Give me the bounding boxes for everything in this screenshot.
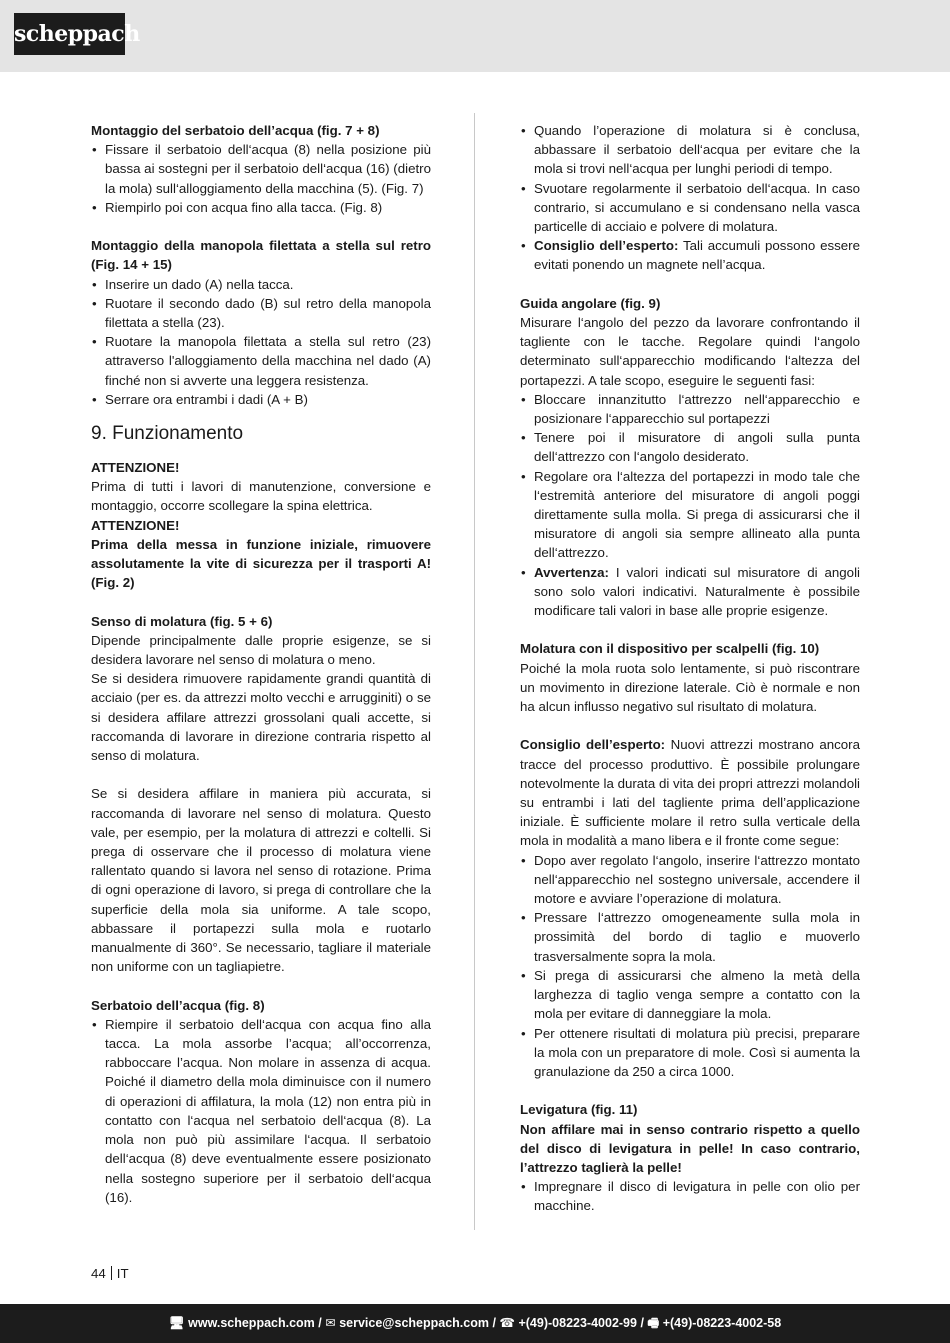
list-item-tip	[520, 236, 860, 274]
section-title-honing: Levigatura (fig. 11)	[520, 1102, 638, 1118]
list-item: • Impregnare il disco di levigatura in pelle con olio per macchine.	[520, 1177, 860, 1215]
right-column	[520, 121, 860, 1216]
list-item: • Bloccare innanzitutto l‘attrezzo nell‘apparecchio e posizionare l‘apparecchio sul portapezzi	[520, 390, 860, 428]
paragraph: Se si desidera rimuovere rapidamente grandi quantità di acciaio (per es. da attrezzi molto vecchi e arrugginiti) o se si desidera affilare attrezzi grossolani quali accette, si raccomanda di lavorare in direzione contraria rispetto al senso di molatura.	[91, 671, 431, 764]
tip-text: Tali accumuli possono essere evitati ponendo un magnete nell’acqua.	[534, 238, 861, 273]
paragraph: Poiché la mola ruota solo lentamente, si può riscontrare un movimento in direzione laterale. Ciò è normale e non ha alcun influsso negativo sul risultato di molatura.	[520, 660, 860, 715]
section-title-chisel-grinding: Molatura con il dispositivo per scalpelli (fig. 10)	[520, 641, 820, 657]
bullet-list-star-knob	[91, 275, 431, 409]
list-item: • Fissare il serbatoio dell‘acqua (8) nella posizione più bassa ai sostegni per il serbatoio dell‘acqua (16) (dietro la mola) sull‘alloggiamento della macchina (5). (Fig. 7)	[91, 140, 431, 198]
list-item: • Regolare ora l‘altezza del portapezzi in modo tale che l‘estremità anteriore del misuratore di angoli poggi direttamente sulla molla. Si prega di assicurarsi che il misuratore di angoli sia sempre allineato alla punta dell‘attrezzo.	[520, 467, 860, 563]
bullet-list-water-tank	[91, 1015, 431, 1207]
list-item-warning	[520, 563, 860, 621]
left-column	[91, 121, 431, 1207]
footer-separator: /	[492, 1316, 496, 1330]
section-title-water-tank-mounting: Montaggio del serbatoio dell’acqua (fig. 7 + 8)	[91, 123, 380, 138]
section-title-star-knob: Montaggio della manopola filettata a stella sul retro (Fig. 14 + 15)	[91, 238, 431, 273]
footer-website[interactable]: www.scheppach.com	[188, 1316, 315, 1330]
list-item: • Quando l’operazione di molatura si è conclusa, abbassare il serbatoio dell‘acqua per evitare che la mola si trovi nell‘acqua per lunghi periodi di tempo.	[520, 121, 860, 179]
attention-text: Prima di tutti i lavori di manutenzione, conversione e montaggio, occorre scollegare la spina elettrica.	[91, 479, 431, 514]
list-item: • Dopo aver regolato l‘angolo, inserire l‘attrezzo montato nell‘apparecchio nel sostegno universale, accendere il motore e avviare l’operazione di molatura.	[520, 851, 860, 909]
bullet-list-angle-guide	[520, 390, 860, 620]
bullet-list-honing	[520, 1177, 860, 1215]
list-item: • Tenere poi il misuratore di angoli sulla punta dell‘attrezzo con l‘angolo desiderato.	[520, 428, 860, 466]
bullet-list-expert-tip	[520, 851, 860, 1081]
list-item: • Riempirlo poi con acqua fino alla tacca. (Fig. 8)	[91, 198, 431, 217]
footer-phone: +(49)-08223-4002-99	[518, 1316, 637, 1330]
list-item: • Ruotare la manopola filettata a stella sul retro (23) attraverso l'alloggiamento della macchina nel dado (A) finché non si avverte una leggera resistenza.	[91, 332, 431, 390]
email-icon: ✉	[325, 1316, 340, 1330]
monitor-icon: 🖥	[168, 1316, 189, 1330]
attention-text-bold: Prima della messa in funzione iniziale, rimuovere assolutamente la vite di sicurezza per il trasporti A! (Fig. 2)	[91, 536, 431, 591]
tip-label: Consiglio dell’esperto:	[520, 737, 666, 753]
attention-label: ATTENZIONE!	[91, 460, 180, 476]
expert-tip-paragraph	[520, 735, 860, 850]
header-bar	[0, 0, 950, 72]
list-item: • Pressare l‘attrezzo omogeneamente sulla mola in prossimità del bordo di taglio e muoverlo trasversalmente sopra la mola.	[520, 908, 860, 966]
fax-icon: 🖷	[647, 1316, 663, 1330]
page-number	[91, 1266, 129, 1282]
tip-label: Consiglio dell’esperto:	[534, 238, 679, 254]
paragraph: Dipende principalmente dalle proprie esigenze, se si desidera lavorare nel senso di molatura o meno.	[91, 632, 431, 668]
footer-separator: /	[318, 1316, 322, 1330]
list-item: • Svuotare regolarmente il serbatoio dell‘acqua. In caso contrario, si accumulano e si condensano nella vasca particelle di acciaio e polvere di molatura.	[520, 179, 860, 237]
footer-email[interactable]: service@scheppach.com	[339, 1316, 489, 1330]
page-language: IT	[116, 1266, 129, 1281]
bullet-list-water-tank-mounting	[91, 140, 431, 217]
list-item: • Serrare ora entrambi i dadi (A + B)	[91, 390, 431, 409]
list-item: • Riempire il serbatoio dell‘acqua con acqua fino alla tacca. La mola assorbe l’acqua; all’occorrenza, rabboccare l’acqua. Non molare in assenza di acqua. Poiché il diametro della mola diminuisce con il numero di operazioni di affilatura, la mola (12) non entra più in contatto con l‘acqua nel serbatoio dell‘acqua (8). La mola non può più assimilare l‘acqua. Il serbatoio dell‘acqua (8) deve eventualmente essere posizionato nella sostegno superiore per il serbatoio dell‘acqua (16).	[91, 1015, 431, 1207]
page-number-value: 44	[91, 1266, 106, 1281]
footer-separator: /	[640, 1316, 644, 1330]
paragraph: Misurare l‘angolo del pezzo da lavorare confrontando il tagliente con le tacche. Regolare quindi l‘angolo determinato sull‘apparecchio modificando l‘altezza del portapezzi. A tale scopo, eseguire le seguenti fasi:	[520, 315, 860, 388]
warning-label: Avvertenza:	[534, 564, 609, 580]
section-title-water-tank: Serbatoio dell’acqua (fig. 8)	[91, 997, 265, 1013]
list-item: • Inserire un dado (A) nella tacca.	[91, 275, 431, 294]
brand-logo: scheppach	[14, 13, 125, 55]
section-title-grinding-direction: Senso di molatura (fig. 5 + 6)	[91, 613, 273, 629]
warning-text: I valori indicati sul misuratore di angoli sono solo valori indicativi. Naturalmente è possibile modificare tali valori in base alle proprie esigenze.	[534, 564, 860, 619]
section-title-angle-guide: Guida angolare (fig. 9)	[520, 295, 661, 311]
honing-warning: Non affilare mai in senso contrario rispetto a quello del disco di levigatura in pelle! In caso contrario, l’attrezzo taglierà la pelle!	[520, 1121, 860, 1175]
list-item: • Si prega di assicurarsi che almeno la metà della larghezza di taglio venga sempre a contatto con la mola per evitare di danneggiare la mola.	[520, 966, 860, 1024]
column-divider	[474, 113, 475, 1230]
list-item: • Ruotare il secondo dado (B) sul retro della manopola filettata a stella (23).	[91, 294, 431, 332]
phone-icon: ☎	[499, 1316, 519, 1330]
footer-bar	[0, 1304, 950, 1343]
bullet-list-water-tank-cont	[520, 121, 860, 275]
chapter-title: 9. Funzionamento	[91, 423, 244, 445]
list-item: • Per ottenere risultati di molatura più precisi, preparare la mola con un preparatore di mole. Così si aumenta la granulazione da 250 a circa 1000.	[520, 1024, 860, 1082]
tip-text: Nuovi attrezzi mostrano ancora tracce del processo produttivo. È possibile prolungare notevolmente la durata di vita dei propri attrezzi molandoli su entrambi i lati del tagliente prima dell’applicazione iniziale. È sufficiente molare il retro sulla verticale della mola in modalità a mano libera e il fronte come segue:	[520, 737, 861, 849]
attention-label: ATTENZIONE!	[91, 517, 180, 533]
paragraph: Se si desidera affilare in maniera più accurata, si raccomanda di lavorare nel senso di molatura. Questo vale, per esempio, per la molatura di attrezzi e coltelli. Si prega di osservare che il processo di molatura viene rallentato quando si lavora nel senso di rotazione. Prima di ogni operazione di lavoro, si prega di controllare che la superficie della mola sia uniforme. A tale scopo, abbassare il portapezzi sulla mola e ruotarlo manualmente di 360°. Se necessario, tagliare il materiale non uniforme con un tagliapietre.	[91, 786, 431, 975]
footer-fax: +(49)-08223-4002-58	[662, 1316, 782, 1330]
